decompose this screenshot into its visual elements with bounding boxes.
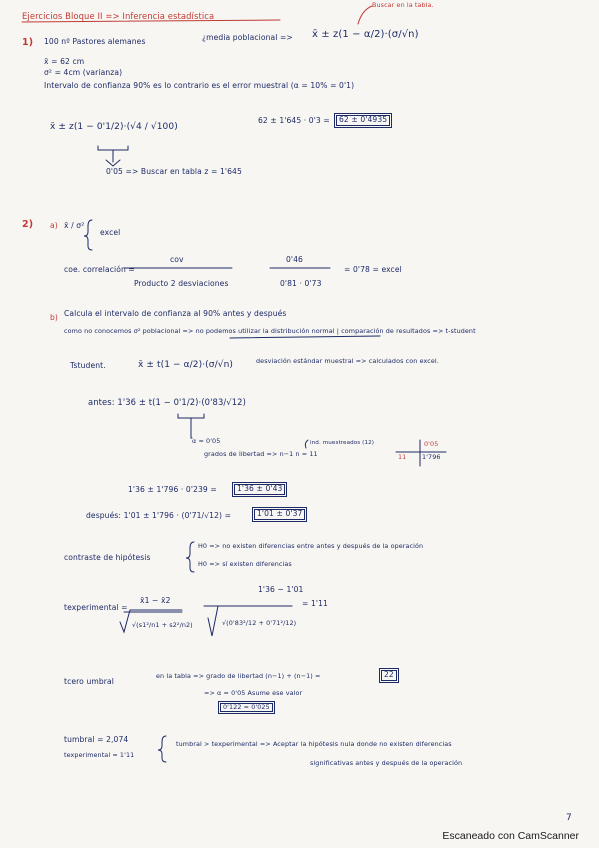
conclusion-line-1: tumbral > texperimental => Aceptar la hipótesis nula donde no existen diferencias (176, 740, 452, 748)
t-student-note: desviación estándar muestral => calculados con excel. (256, 357, 439, 365)
t-student-label: Tstudent. (70, 361, 106, 370)
hypothesis-test-label: contraste de hipótesis (64, 553, 151, 562)
alpha-note: α = 0'05 (192, 437, 221, 445)
part-b-statement: Calcula el intervalo de confianza al 90% antes y después (64, 309, 287, 318)
null-hypothesis: H0 => no existen diferencias entre antes y después de la operación (198, 542, 424, 550)
alternative-hypothesis: H0 => sí existen diferencias (198, 560, 292, 568)
document-title: Ejercicios Bloque II => Inferencia estadística (22, 11, 215, 21)
t-threshold-label: tcero umbral (64, 677, 114, 686)
correlation-numerator-value: 0'46 (286, 255, 303, 264)
part-a-items: x̄ / σ² (64, 221, 85, 230)
t-experimental-value: texperimental = 1'11 (64, 751, 135, 759)
sample-mean: x̄ = 62 cm (44, 57, 85, 66)
correlation-result: = 0'78 = excel (344, 265, 402, 274)
degrees-of-freedom-box: 22 (381, 670, 397, 681)
population-mean-label: ¿media poblacional => (202, 33, 293, 42)
t-student-justification: como no conocemos σ² poblacional => no podemos utilizar la distribución normal | comparación de resultados => t-student (64, 327, 476, 335)
t-experimental-numerator: x̄1 − x̄2 (140, 596, 171, 605)
t-experimental-denominator-value: √(0'83²/12 + 0'71²/12) (222, 619, 297, 627)
z-interval-formula: x̄ ± z(1 − α/2)·(σ/√n) (312, 29, 419, 40)
before-result-expression: 1'36 ± 1'796 · 0'239 = (128, 485, 217, 494)
exercise-number-2: 2) (22, 219, 34, 230)
part-a-label: a) (50, 221, 58, 230)
z-value-note: 0'05 => Buscar en tabla z = 1'645 (106, 167, 242, 176)
t-experimental-label: texperimental = (64, 603, 128, 612)
correlation-denominator-value: 0'81 · 0'73 (280, 279, 322, 288)
scanner-watermark: Escaneado con CamScanner (442, 830, 579, 842)
sample-size-note: ind. muestreados (12) (310, 440, 375, 446)
after-result-box: 1'01 ± 0'37 (254, 509, 305, 520)
before-result-box: 1'36 ± 0'43 (234, 484, 285, 495)
t-student-formula: x̄ ± t(1 − α/2)·(σ/√n) (138, 360, 233, 370)
margin-note: Buscar en la tabla. (372, 1, 434, 9)
t-table-row: 11 (398, 453, 407, 461)
t-threshold-note: en la tabla => grado de libertad (n−1) + (n−1) = (156, 672, 321, 680)
exercise-number-1: 1) (22, 37, 34, 48)
after-result-expression: después: 1'01 ± 1'796 · (0'71/√12) = (86, 511, 232, 520)
part-a-excel: excel (100, 228, 121, 237)
alpha-assumption: => α = 0'05 Asume ese valor (204, 689, 303, 697)
correlation-label: coe. correlación = (64, 265, 135, 274)
t-threshold-value: tumbral = 2,074 (64, 735, 129, 744)
correlation-numerator: cov (170, 255, 184, 264)
result-box: 62 ± 0'4935 (336, 115, 390, 126)
correlation-denominator: Producto 2 desviaciones (134, 279, 229, 288)
page-number: 7 (566, 813, 572, 823)
conclusion-line-2: significativas antes y después de la operación (310, 759, 463, 767)
t-table-header: 0'05 (424, 440, 439, 448)
t-experimental-result: = 1'11 (302, 599, 328, 608)
part-b-label: b) (50, 313, 58, 322)
result-expression: 62 ± 1'645 · 0'3 = (258, 116, 330, 125)
exercise-1-heading: 100 nº Pastores alemanes (44, 37, 146, 46)
calc-formula: x̄ ± z(1 − 0'1/2)·(√4 / √100) (50, 122, 178, 132)
degrees-of-freedom-note: grados de libertad => n−1 n = 11 (204, 450, 318, 458)
variance: σ² = 4cm (varianza) (44, 68, 123, 77)
before-formula: antes: 1'36 ± t(1 − 0'1/2)·(0'83/√12) (88, 397, 246, 407)
t-experimental-denominator: √(s1²/n1 + s2²/n2) (132, 621, 193, 629)
t-experimental-numerator-value: 1'36 − 1'01 (258, 585, 304, 594)
alpha-box: 0'122 = 0'025 (220, 703, 273, 712)
confidence-interval-note: Intervalo de confianza 90% es lo contrario es el error muestral (α = 10% = 0'1) (44, 81, 355, 90)
t-table-value: 1'796 (422, 453, 441, 461)
